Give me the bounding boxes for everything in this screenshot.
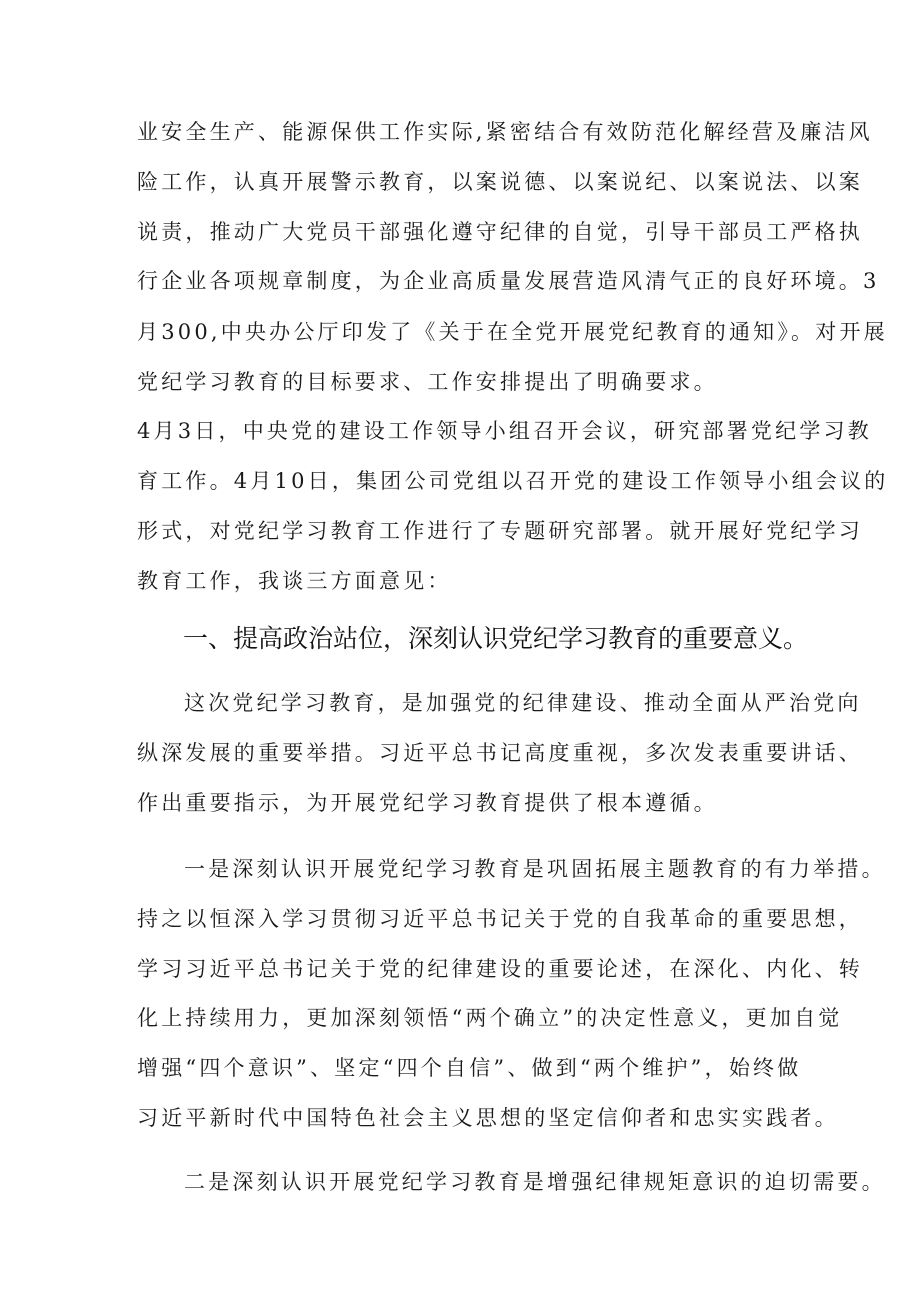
- paragraph-1-line-5: 月300,中央办公厅印发了《关于在全党开展党纪教育的通知》。对开展: [137, 320, 888, 344]
- paragraph-2-line-4: 教育工作，我谈三方面意见：: [137, 569, 452, 593]
- paragraph-2-line-3: 形式，对党纪学习教育工作进行了专题研究部署。就开展好党纪学习: [137, 519, 863, 543]
- paragraph-2-line-2: 育工作。4月10日，集团公司党组以召开党的建设工作领导小组会议的: [137, 469, 889, 493]
- paragraph-4-line-6: 习近平新时代中国特色社会主义思想的坚定信仰者和忠实实践者。: [137, 1106, 839, 1130]
- paragraph-4-line-4: 化上持续用力，更加深刻领悟“两个确立”的决定性意义，更加自觉: [137, 1006, 843, 1030]
- paragraph-5-line-1: 二是深刻认识开展党纪学习教育是增强纪律规矩意识的迫切需要。: [184, 1170, 886, 1194]
- paragraph-2-line-1: 4月3日，中央党的建设工作领导小组召开会议，研究部署党纪学习教: [137, 419, 872, 443]
- paragraph-3-line-3: 作出重要指示，为开展党纪学习教育提供了根本遵循。: [137, 791, 718, 815]
- paragraph-1-line-2: 险工作，认真开展警示教育，以案说德、以案说纪、以案说法、以案: [137, 170, 863, 194]
- section-heading: 一、提高政治站位，深刻认识党纪学习教育的重要意义。: [183, 624, 809, 653]
- paragraph-4-line-5: 增强“四个意识”、坚定“四个自信”、做到“两个维护”，始终做: [137, 1056, 802, 1080]
- paragraph-1-line-3: 说责，推动广大党员干部强化遵守纪律的自觉，引导干部员工严格执: [137, 220, 863, 244]
- paragraph-3-line-2: 纵深发展的重要举措。习近平总书记高度重视，多次发表重要讲话、: [137, 741, 863, 765]
- paragraph-1-line-1: 业安全生产、能源保供工作实际,紧密结合有效防范化解经营及廉洁风: [137, 120, 873, 144]
- paragraph-4-line-2: 持之以恒深入学习贯彻习近平总书记关于党的自我革命的重要思想，: [137, 907, 863, 931]
- paragraph-4-line-3: 学习习近平总书记关于党的纪律建设的重要论述，在深化、内化、转: [137, 957, 863, 981]
- paragraph-1-line-4: 行企业各项规章制度，为企业高质量发展营造风清气正的良好环境。3: [137, 269, 880, 293]
- paragraph-4-line-1: 一是深刻认识开展党纪学习教育是巩固拓展主题教育的有力举措。: [184, 857, 886, 881]
- paragraph-1-line-6: 党纪学习教育的目标要求、工作安排提出了明确要求。: [137, 370, 718, 394]
- paragraph-3-line-1: 这次党纪学习教育，是加强党的纪律建设、推动全面从严治党向: [184, 691, 862, 715]
